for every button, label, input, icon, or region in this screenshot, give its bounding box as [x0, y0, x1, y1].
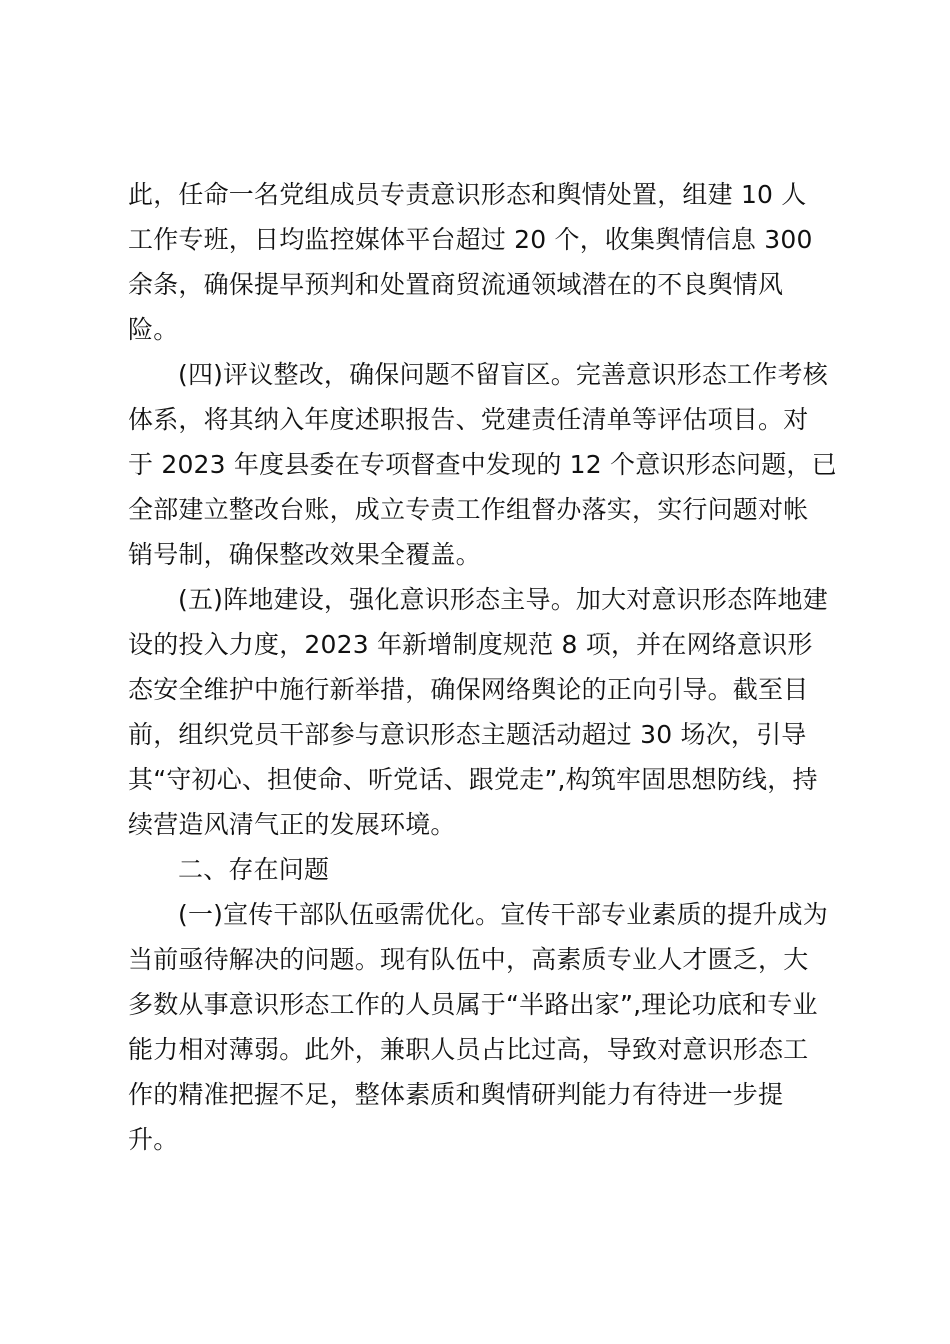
text-line: 此，任命一名党组成员专责意识形态和舆情处置，组建 10 人 [128, 180, 807, 209]
text-line: 能力相对薄弱。此外，兼职人员占比过高，导致对意识形态工 [128, 1035, 809, 1064]
section-heading-five: (五)阵地建设，强化意识形态主导。加大对意识形态阵地建 [178, 585, 828, 614]
text-line: 态安全维护中施行新举措，确保网络舆论的正向引导。截至目 [128, 675, 809, 704]
text-line: 险。 [128, 315, 179, 344]
text-line: 销号制，确保整改效果全覆盖。 [128, 540, 481, 569]
section-heading-one: (一)宣传干部队伍亟需优化。宣传干部专业素质的提升成为 [178, 900, 828, 929]
text-line: 于 2023 年度县委在专项督查中发现的 12 个意识形态问题，已 [128, 450, 837, 479]
text-line: 前，组织党员干部参与意识形态主题活动超过 30 场次，引导 [128, 720, 807, 749]
text-line: 作的精准把握不足，整体素质和舆情研判能力有待进一步提 [128, 1080, 784, 1109]
section-heading-four: (四)评议整改，确保问题不留盲区。完善意识形态工作考核 [178, 360, 828, 389]
text-line: 余条，确保提早预判和处置商贸流通领域潜在的不良舆情风 [128, 270, 784, 299]
chapter-heading-existing-problems: 二、存在问题 [178, 855, 330, 884]
text-line: 设的投入力度，2023 年新增制度规范 8 项，并在网络意识形 [128, 630, 813, 659]
text-line: 其“守初心、担使命、听党话、跟党走”,构筑牢固思想防线，持 [128, 765, 818, 794]
text-line: 全部建立整改台账，成立专责工作组督办落实，实行问题对帐 [128, 495, 809, 524]
text-line: 工作专班，日均监控媒体平台超过 20 个，收集舆情信息 300 [128, 225, 813, 254]
text-line: 升。 [128, 1125, 179, 1154]
text-line: 续营造风清气正的发展环境。 [128, 810, 456, 839]
text-line: 体系，将其纳入年度述职报告、党建责任清单等评估项目。对 [128, 405, 809, 434]
text-line: 当前亟待解决的问题。现有队伍中，高素质专业人才匮乏，大 [128, 945, 809, 974]
text-line: 多数从事意识形态工作的人员属于“半路出家”,理论功底和专业 [128, 990, 818, 1019]
